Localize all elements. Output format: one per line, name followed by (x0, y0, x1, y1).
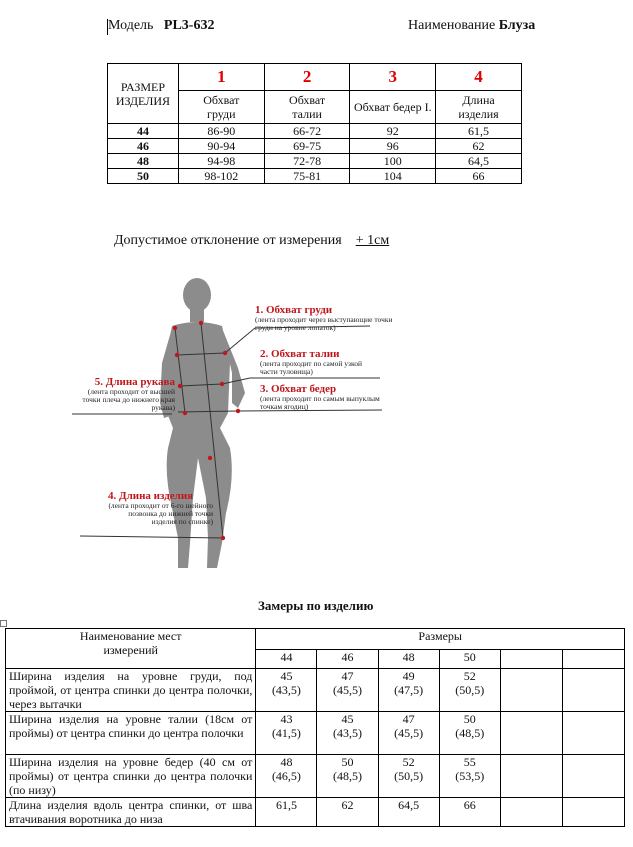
value-main: 52 (463, 669, 476, 683)
value-cell: 92 (350, 124, 436, 139)
label-desc: (лента проходит по самой узкой части туловища) (260, 359, 362, 376)
label-length (108, 490, 213, 526)
value-alt: (47,5) (394, 683, 424, 697)
label-title: 5. Длина рукава (94, 376, 175, 388)
value-alt: (43,5) (333, 726, 363, 740)
label-title: 2. Обхват талии (260, 348, 340, 360)
tolerance-text: Допустимое отклонение от измерения (114, 233, 342, 248)
value-cell: 66-72 (264, 124, 350, 139)
label-title: 3. Обхват бедер (260, 383, 337, 395)
value-alt: (53,5) (455, 769, 485, 783)
value-main: 62 (341, 798, 354, 812)
value-cell: 96 (350, 139, 436, 154)
measure-label: Длина изделия вдоль центра спинки, от шва втачивания воротника до низа (6, 798, 256, 827)
measure-cell (439, 798, 500, 827)
size-table (107, 63, 522, 184)
measure-cell (256, 669, 317, 712)
table-row (108, 154, 522, 169)
label-desc: (лента проходит от 6-го шейного позвонка до нижней точки изделия по спинке) (108, 501, 213, 526)
size-corner-header: РАЗМЕР ИЗДЕЛИЯ (108, 64, 179, 124)
value-main: 43 (280, 712, 293, 726)
value-cell: 72-78 (264, 154, 350, 169)
measure-cell (256, 755, 317, 798)
value-alt: (45,5) (394, 726, 424, 740)
value-alt: (43,5) (271, 683, 301, 697)
size-cell: 50 (108, 169, 179, 184)
measure-label: Ширина изделия на уровне бедер (40 см от проймы) от центра спинки до центра полочки (по низу) (6, 755, 256, 798)
value-alt: (48,5) (333, 769, 363, 783)
value-main: 50 (341, 755, 354, 769)
value-cell: 61,5 (436, 124, 522, 139)
size-header-cell: 44 (256, 650, 317, 669)
tolerance-value: + 1см (355, 233, 390, 248)
tolerance-line (114, 233, 389, 249)
col-header: Обхват груди (178, 91, 264, 124)
col-number: 4 (436, 64, 522, 91)
value-main: 64,5 (398, 798, 420, 812)
size-header-cell: 46 (317, 650, 378, 669)
measure-cell (562, 712, 624, 755)
label-desc: (лента проходит по самым выпуклым точкам ягодиц) (260, 394, 380, 411)
value-alt: (45,5) (333, 683, 363, 697)
value-main: 49 (402, 669, 415, 683)
measure-cell (378, 755, 439, 798)
label-title: 1. Обхват груди (255, 304, 333, 316)
value-cell: 100 (350, 154, 436, 169)
value-cell: 86-90 (178, 124, 264, 139)
col-number: 3 (350, 64, 436, 91)
col-number: 1 (178, 64, 264, 91)
value-main: 45 (341, 712, 354, 726)
size-cell: 46 (108, 139, 179, 154)
value-cell: 90-94 (178, 139, 264, 154)
col-header: Обхват талии (264, 91, 350, 124)
measure-label: Ширина изделия на уровне талии (18см от проймы) от центра спинки до центра полочки (6, 712, 256, 755)
header-sizes: Размеры (256, 629, 625, 650)
value-alt: (41,5) (271, 726, 301, 740)
size-header-cell (562, 650, 624, 669)
label-sleeve (70, 376, 175, 412)
measure-cell (317, 669, 378, 712)
value-alt: (50,5) (394, 769, 424, 783)
measure-cell (378, 798, 439, 827)
value-main: 50 (463, 712, 476, 726)
measurements-table (5, 628, 625, 827)
value-cell: 94-98 (178, 154, 264, 169)
value-main: 61,5 (275, 798, 297, 812)
value-main: 47 (341, 669, 354, 683)
value-cell: 66 (436, 169, 522, 184)
measure-cell (500, 755, 562, 798)
label-desc: (лента проходит от высшей точки плеча до нижнего края рукава) (82, 387, 175, 412)
table-row (108, 139, 522, 154)
value-cell: 75-81 (264, 169, 350, 184)
model-value: PL3-632 (163, 18, 215, 33)
table-row (6, 798, 625, 827)
label-waist (260, 348, 380, 376)
value-main: 55 (463, 755, 476, 769)
measure-cell (317, 712, 378, 755)
value-main: 45 (280, 669, 293, 683)
value-alt: (46,5) (271, 769, 301, 783)
value-cell: 69-75 (264, 139, 350, 154)
measure-cell (439, 712, 500, 755)
value-cell: 104 (350, 169, 436, 184)
col-number: 2 (264, 64, 350, 91)
measure-cell (256, 798, 317, 827)
model-line (108, 18, 214, 34)
model-label: Модель (108, 18, 154, 33)
measure-cell (500, 712, 562, 755)
value-main: 47 (402, 712, 415, 726)
size-cell: 48 (108, 154, 179, 169)
size-header-cell (500, 650, 562, 669)
value-cell: 62 (436, 139, 522, 154)
value-main: 66 (463, 798, 476, 812)
value-cell: 64,5 (436, 154, 522, 169)
size-header-cell: 50 (439, 650, 500, 669)
measure-cell (562, 798, 624, 827)
measure-label: Ширина изделия на уровне груди, под проймой, от центра спинки до центра полочки, через вытачки (6, 669, 256, 712)
measure-cell (562, 669, 624, 712)
col-header: Длина изделия (436, 91, 522, 124)
table-row (6, 669, 625, 712)
size-header-cell: 48 (378, 650, 439, 669)
label-hips (260, 383, 395, 411)
table-anchor-icon[interactable] (0, 620, 7, 627)
measurements-title: Замеры по изделию (258, 598, 374, 613)
measure-cell (256, 712, 317, 755)
label-desc: (лента проходит через выступающие точки груди на уровне лопаток) (255, 315, 393, 332)
measure-cell (500, 798, 562, 827)
measure-cell (317, 798, 378, 827)
table-row (6, 712, 625, 755)
measure-cell (562, 755, 624, 798)
size-cell: 44 (108, 124, 179, 139)
col-header: Обхват бедер I. (350, 91, 436, 124)
table-row (6, 755, 625, 798)
table-row (108, 169, 522, 184)
table-row (108, 124, 522, 139)
header-place-names: Наименование мест измерений (6, 629, 256, 669)
measure-cell (378, 712, 439, 755)
label-title: 4. Длина изделия (108, 490, 194, 502)
measure-cell (439, 669, 500, 712)
value-alt: (48,5) (455, 726, 485, 740)
measure-cell (317, 755, 378, 798)
measure-cell (500, 669, 562, 712)
measure-cell (378, 669, 439, 712)
value-main: 48 (280, 755, 293, 769)
measure-cell (439, 755, 500, 798)
product-name-line (408, 18, 535, 34)
product-name-label: Наименование (408, 18, 496, 33)
label-chest (255, 304, 405, 332)
value-cell: 98-102 (178, 169, 264, 184)
product-name-value: Блуза (498, 18, 536, 33)
value-main: 52 (402, 755, 415, 769)
value-alt: (50,5) (455, 683, 485, 697)
